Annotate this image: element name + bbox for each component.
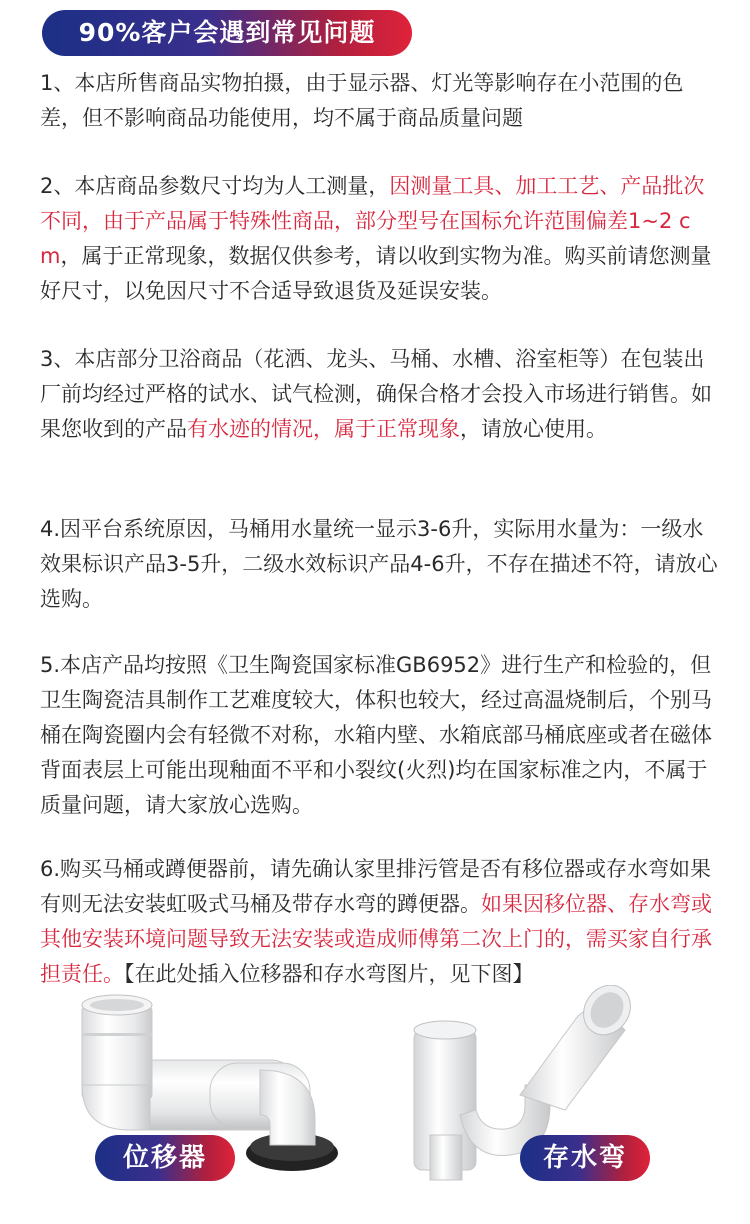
note-3-text-b: ，请放心使用。	[460, 417, 607, 441]
note-5: 5.本店产品均按照《卫生陶瓷国家标准GB6952》进行生产和检验的，但卫生陶瓷洁具制作工艺难度较大，体积也较大，经过高温烧制后，个别马桶在陶瓷圈内会有轻微不对称，水箱内壁、水箱底部马桶底座或者在磁体背面表层上可能出现釉面不平和小裂纹(火烈)均在国家标准之内，不属于质量问题，请大家放心选购。	[40, 653, 712, 817]
note-6-text-a: 6.购买马桶或蹲便器前，请先确认家里排污管是否有移位器或存水弯如果有则无法安装虹吸式马桶及带存水弯的蹲便器。	[40, 857, 712, 916]
note-3-highlight: 有水迹的情况，属于正常现象	[187, 417, 460, 441]
product-images-row	[0, 985, 750, 1220]
note-4: 4.因平台系统原因，马桶用水量统一显示3-6升，实际用水量为：一级水效果标识产品3-5升，二级水效标识产品4-6升，不存在描述不符，请放心选购。	[40, 517, 718, 611]
trap-label: 存水弯	[542, 1143, 627, 1173]
header-title-pill	[42, 10, 412, 56]
note-2-text-a: 2、本店商品参数尺寸均为人工测量，	[40, 174, 390, 198]
displacer-label-badge	[95, 1135, 235, 1181]
note-6-text-b: 【在此处插入位移器和存水弯图片，见下图】	[124, 962, 534, 986]
displacer-label: 位移器	[122, 1143, 207, 1173]
note-3	[40, 342, 720, 447]
note-1: 1、本店所售商品实物拍摄，由于显示器、灯光等影响存在小范围的色差，但不影响商品功能使用，均不属于商品质量问题	[40, 71, 684, 130]
displacer-pipe-image	[60, 985, 360, 1220]
displacer-product	[60, 985, 360, 1220]
note-2	[40, 169, 720, 309]
header-title: 90%客户会遇到常见问题	[78, 18, 376, 47]
note-2-text-b: ，属于正常现象，数据仅供参考，请以收到实物为准。购买前请您测量好尺寸，以免因尺寸不合适导致退货及延误安装。	[40, 244, 712, 303]
note-2-highlight: 因测量工具、加工工艺、产品批次不同，由于产品属于特殊性商品，部分型号在国标允许范围偏差1~2 cm	[40, 174, 705, 268]
trap-label-badge	[520, 1135, 650, 1181]
note-6-highlight: 如果因移位器、存水弯或其他安装环境问题导致无法安装或造成师傅第二次上门的，需买家自行承担责任。	[40, 892, 712, 986]
note-6	[40, 852, 720, 992]
note-3-text-a: 3、本店部分卫浴商品（花洒、龙头、马桶、水槽、浴室柜等）在包装出厂前均经过严格的试水、试气检测，确保合格才会投入市场进行销售。如果您收到的产品	[40, 347, 712, 441]
trap-product	[400, 985, 700, 1220]
trap-pipe-image	[400, 985, 700, 1220]
